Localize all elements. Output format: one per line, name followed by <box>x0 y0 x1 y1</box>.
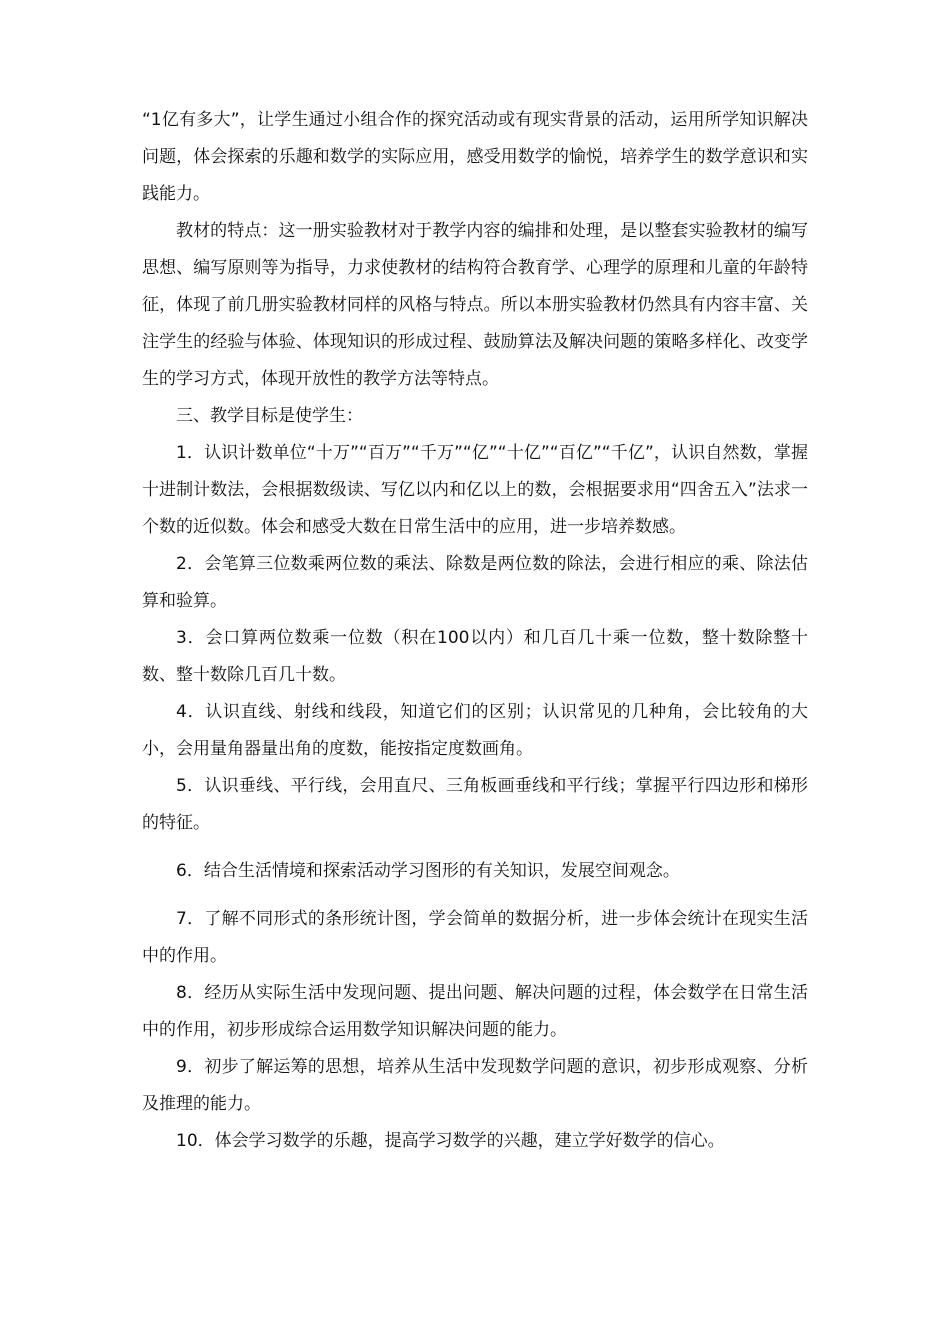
goal-item-7: 7．了解不同形式的条形统计图，学会简单的数据分析，进一步体会统计在现实生活中的作用。 <box>142 909 808 966</box>
goal-item-10: 10．体会学习数学的乐趣，提高学习数学的兴趣，建立学好数学的信心。 <box>176 1131 725 1151</box>
goal-item-9: 9．初步了解运筹的思想，培养从生活中发现数学问题的意识，初步形成观察、分析及推理的能力。 <box>142 1057 808 1114</box>
goal-item-1: 1．认识计数单位“十万”“百万”“千万”“亿”“十亿”“百亿”“千亿”，认识自然数，掌握十进制计数法，会根据数级读、写亿以内和亿以上的数，会根据要求用“四舍五入”法求一个数的近似数。体会和感受大数在日常生活中的应用，进一步培养数感。 <box>142 443 808 537</box>
textbook-features-paragraph: 教材的特点：这一册实验教材对于教学内容的编排和处理，是以整套实验教材的编写思想、编写原则等为指导，力求使教材的结构符合教育学、心理学的原理和儿童的年龄特征，体现了前几册实验教材同样的风格与特点。所以本册实验教材仍然具有内容丰富、关注学生的经验与体验、体现知识的形成过程、鼓励算法及解决问题的策略多样化、改变学生的学习方式，体现开放性的教学方法等特点。 <box>142 221 808 389</box>
goal-item-5: 5．认识垂线、平行线，会用直尺、三角板画垂线和平行线；掌握平行四边形和梯形的特征。 <box>142 776 808 833</box>
document-body <box>142 102 808 1160</box>
intro-continuation-paragraph: “1亿有多大”，让学生通过小组合作的探究活动或有现实背景的活动，运用所学知识解决问题，体会探索的乐趣和数学的实际应用，感受用数学的愉悦，培养学生的数学意识和实践能力。 <box>142 110 808 204</box>
goal-item-2: 2．会笔算三位数乘两位数的乘法、除数是两位数的除法，会进行相应的乘、除法估算和验算。 <box>142 554 808 611</box>
goal-item-6: 6．结合生活情境和探索活动学习图形的有关知识，发展空间观念。 <box>176 861 680 881</box>
section-heading-teaching-goals: 三、教学目标是使学生： <box>176 406 363 426</box>
goal-item-4: 4．认识直线、射线和线段，知道它们的区别；认识常见的几种角，会比较角的大小，会用量角器量出角的度数，能按指定度数画角。 <box>142 702 808 759</box>
goal-item-8: 8．经历从实际生活中发现问题、提出问题、解决问题的过程，体会数学在日常生活中的作用，初步形成综合运用数学知识解决问题的能力。 <box>142 983 808 1040</box>
goal-item-3: 3．会口算两位数乘一位数（积在100以内）和几百几十乘一位数，整十数除整十数、整十数除几百几十数。 <box>142 628 808 685</box>
